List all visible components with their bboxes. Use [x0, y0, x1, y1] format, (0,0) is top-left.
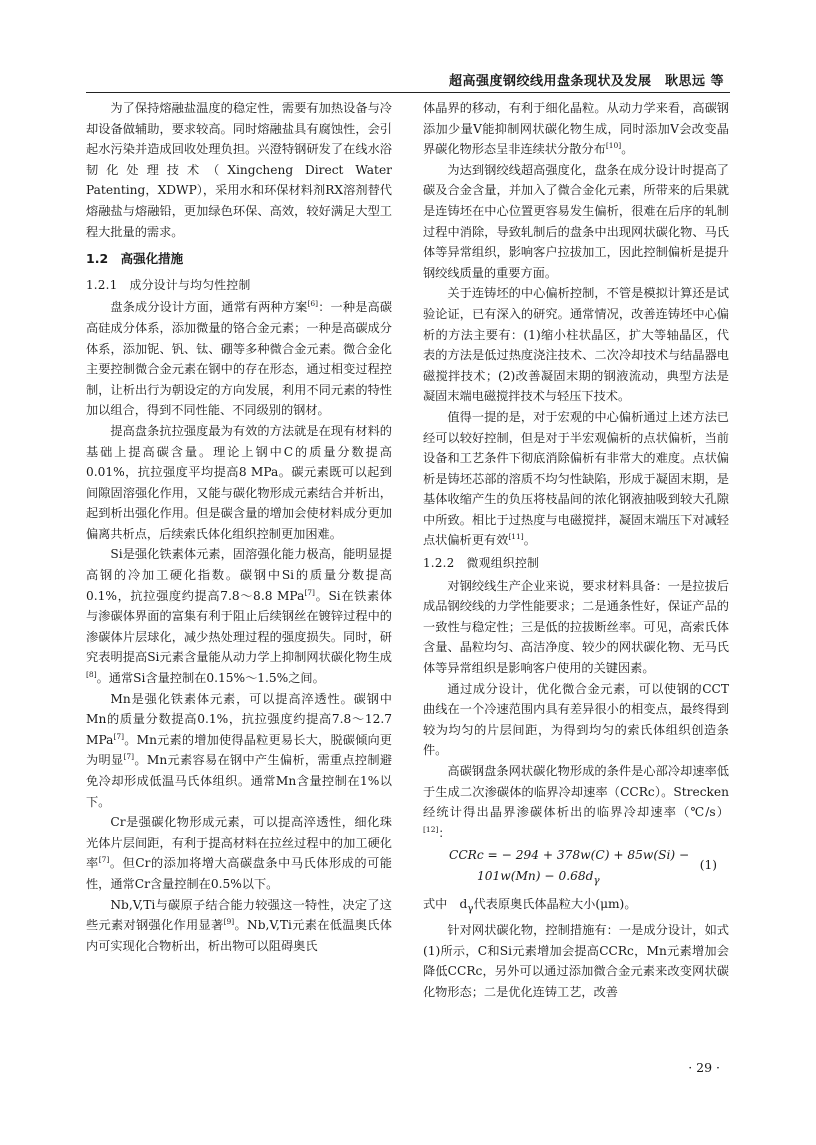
section-heading: 1.2 高强化措施 — [86, 251, 184, 267]
right-column — [423, 98, 729, 1002]
paragraph: 为了保持熔融盐温度的稳定性，需要有加热设备与冷却设备做辅助，要求较高。同时熔融盐具有腐蚀性，会引起水污染并造成回收处理负担。兴澄特钢研发了在线水浴韧化处理技术（Xingcheng Direct Water Patenting，XDWP），采用水和环保材料剂RX溶剂替代熔融盐与熔融铅，更加绿色环保、高效，较好满足大型工程大批量的需求。 — [86, 101, 392, 239]
text: 。通常Si含量控制在0.15%～1.5%之间。 — [96, 671, 325, 686]
text: 体晶界的移动，有利于细化晶粒。从动力学来看，高碳钢添加少量V能抑制网状碳化物生成，同时添加V会改变晶界碳化物形态呈非连续状分散分布 — [423, 101, 729, 157]
subscript: γ — [593, 875, 600, 887]
citation: [6] — [307, 299, 319, 309]
citation: [7] — [123, 752, 135, 762]
paragraph: 为达到钢绞线超高强度化，盘条在成分设计时提高了碳及合金含量，并加入了微合金化元素，所带来的后果就是连铸坯在中心位置更容易发生偏析，很难在后序的轧制过程中消除，导致轧制后的盘条中出现网状碳化物、马氏体等异常组织，影响客户拉拔加工，因此控制偏析是提升钢绞线质量的重要方面。 — [423, 162, 729, 280]
header-authors: 耿思远 等 — [664, 74, 724, 89]
citation: [10] — [605, 141, 622, 151]
equation-where — [423, 894, 729, 920]
page-number: · 29 · — [688, 1060, 720, 1075]
text: 101w(Mn) − 0.68d — [477, 868, 594, 883]
text: 。Mn元素容易在钢中产生偏析，需重点控制避免冷却形成低温马氏体组织。通常Mn含量控制在1%以下。 — [86, 753, 393, 809]
paragraph — [86, 895, 392, 957]
paragraph — [423, 98, 729, 160]
text: 。 — [523, 533, 536, 548]
text: 式中 d — [423, 897, 468, 911]
running-header — [92, 70, 724, 89]
text: ：一种是高碳高硅成分体系，添加微量的铬合金元素；一种是高碳成分体系，添加铌、钒、钛、硼等多种微合金元素。微合金化主要控制微合金元素在钢中的存在形态，通过相变过程控制，让析出行为朝设定的方向发展，利用不同元素的特性加以组合，得到不同性能、不同级别的钢材。 — [86, 300, 393, 418]
paragraph — [86, 544, 392, 688]
paragraph: 对钢绞线生产企业来说，要求材料具备：一是拉拔后成品钢绞线的力学性能要求；二是通条性好，保证产品的一致性与稳定性；三是低的拉拔断丝率。可见，高索氏体含量、晶粒均匀、高洁净度、较少的网状碳化物、无马氏体等异常组织是影响客户使用的关键因素。 — [423, 578, 729, 676]
text: Cr是强碳化物形成元素，可以提高淬透性，细化珠光体片层间距，有利于提高材料在拉丝过程中的加工硬化率 — [86, 815, 392, 871]
paragraph: 针对网状碳化物，控制措施有：一是成分设计，如式(1)所示，C和Si元素增加会提高CCRc，Mn元素增加会降低CCRc，另外可以通过添加微合金元素来改变网状碳化物形态；二是优化连铸工艺，改善 — [423, 923, 729, 999]
paragraph — [423, 761, 729, 843]
equation-line-2 — [423, 866, 729, 892]
text: 盘条成分设计方面，通常有两种方案 — [110, 300, 308, 315]
equation-line-1: CCRc = − 294 + 378w(C) + 85w(Si) − — [449, 848, 690, 863]
text: Nb,V,Ti与碳原子结合能力较强这一特性，决定了这些元素对钢强化作用显著 — [86, 897, 392, 933]
text: Mn是强化铁素体元素，可以提高淬透性。碳钢中Mn的质量分数提高0.1%，抗拉强度约提高7.8～12.7 MPa — [86, 691, 392, 747]
text: ： — [438, 825, 451, 840]
text: 。Mn元素的增加使得晶粒更易长大，脱碳倾向更为明显 — [86, 732, 392, 768]
text: 值得一提的是，对于宏观的中心偏析通过上述方法已经可以较好控制，但是对于半宏观偏析的点状偏析，当前设备和工艺条件下彻底消除偏析有非常大的难度。点状偏析是铸坯芯部的溶质不均匀性缺陷，形成于凝固末期，是基体收缩产生的负压将枝晶间的浓化钢液抽吸到较大孔隙中所致。相比于过热度与电磁搅拌，凝固末端压下对减轻点状偏析更有效 — [423, 409, 729, 548]
text: 。Nb,V,Ti元素在低温奥氏体内可实现化合物析出，析出物可以阻碍奥氏 — [86, 918, 392, 953]
header-rule — [86, 92, 730, 93]
citation: [11] — [508, 532, 524, 542]
subsection-heading: 1.2.2 微观组织控制 — [423, 556, 540, 571]
paragraph: 通过成分设计，优化微合金元素，可以使钢的CCT曲线在一个冷速范围内具有差异很小的相变点，最终得到较为均匀的片层间距，为得到均匀的索氏体组织创造条件。 — [423, 681, 729, 758]
paragraph — [423, 407, 729, 551]
header-title: 超高强度钢绞线用盘条现状及发展 — [448, 74, 652, 89]
equation — [423, 845, 729, 892]
paragraph — [86, 812, 392, 894]
citation: [12] — [423, 824, 439, 834]
citation: [8] — [86, 670, 97, 680]
left-column — [86, 98, 392, 956]
paragraph: 关于连铸坯的中心偏析控制，不管是模拟计算还是试验论证，已有深入的研究。通常情况，改善连铸坯中心偏析的方法主要有：(1)缩小柱状晶区，扩大等轴晶区，代表的方法是低过热度浇注技术、二次冷却技术与结晶器电磁搅拌技术；(2)改善凝固末期的钢液流动，典型方法是凝固末端电磁搅拌技术与轻压下技术。 — [423, 286, 729, 404]
paragraph — [86, 297, 392, 421]
text: 高碳钢盘条网状碳化物形成的条件是心部冷却速率低于生成二次渗碳体的临界冷却速率（CCRc）。Strecken经统计得出晶界渗碳体析出的临界冷却速率（℃/s） — [423, 764, 729, 820]
citation: [7] — [113, 731, 125, 741]
citation: [7] — [98, 855, 110, 865]
text: 代表原奥氏体晶粒大小(μm)。 — [473, 897, 637, 911]
paragraph: 提高盘条抗拉强度最为有效的方法就是在现有材料的基础上提高碳含量。理论上钢中C的质量分数提高0.01%，抗拉强度平均提高8 MPa。碳元素既可以起到间隙固溶强化作用，又能与碳化物形成元素结合并析出，起到析出强化作用。但是碳含量的增加会使材料成分更加偏离共析点，后续索氏体化组织控制更加困难。 — [86, 423, 392, 541]
text: 。但Cr的添加将增大高碳盘条中马氏体形成的可能性，通常Cr含量控制在0.5%以下。 — [86, 856, 392, 891]
subsection-heading: 1.2.1 成分设计与均匀性控制 — [86, 277, 251, 292]
text: Si是强化铁素体元素，固溶强化能力极高，能明显提高钢的冷加工硬化指数。碳钢中Si的质量分数提高0.1%，抗拉强度约提高7.8～8.8 MPa — [86, 547, 392, 603]
subscript: γ — [467, 903, 474, 915]
citation: [7] — [304, 587, 315, 597]
citation: [9] — [223, 917, 235, 927]
text: 。Si在铁素体与渗碳体界面的富集有利于阻止后续钢丝在镀锌过程中的渗碳体片层球化，减少热处理过程的强度损失。同时，研究表明提高Si元素含量能从动力学上抑制网状碳化物生成 — [86, 588, 393, 665]
text: 。 — [621, 142, 634, 157]
paragraph — [86, 689, 392, 813]
equation-number: (1) — [699, 858, 717, 873]
